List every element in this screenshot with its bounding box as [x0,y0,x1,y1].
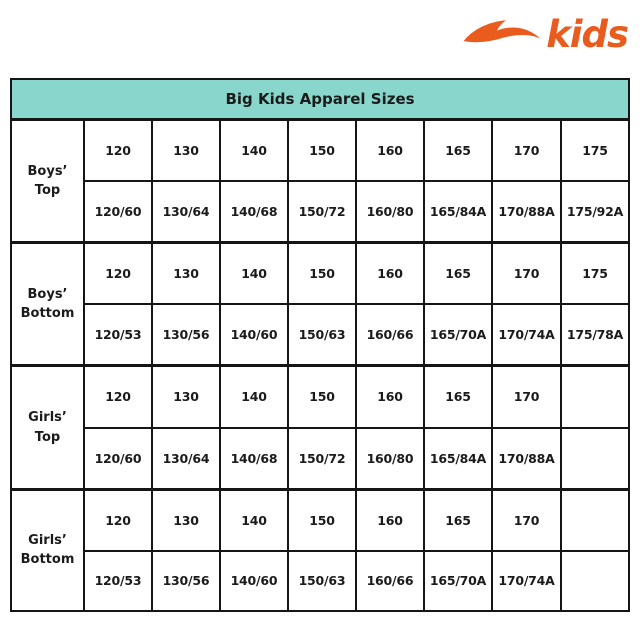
size-cell: 130 [152,366,220,428]
size-cell: 150 [288,243,356,305]
size-cell: 160 [356,120,424,182]
size-cell: 150 [288,120,356,182]
row-label-line2: Top [34,183,61,199]
table-row-boys-top-specs [11,181,629,243]
row-label-line1: Boys’ [27,286,68,302]
spec-cell: 120/60 [84,181,152,243]
size-cell-empty [561,366,629,428]
spec-cell: 140/60 [220,304,288,366]
row-label-boys-top [11,120,84,243]
row-label-line1: Girls’ [28,532,67,548]
spec-cell: 165/84A [424,428,492,490]
size-chart-table [10,78,630,612]
size-cell: 130 [152,120,220,182]
table-row-girls-top-specs [11,428,629,490]
spec-cell: 175/78A [561,304,629,366]
row-label-line2: Top [34,429,61,445]
spec-cell: 165/84A [424,181,492,243]
spec-cell: 165/70A [424,304,492,366]
size-cell: 130 [152,489,220,551]
size-cell: 120 [84,243,152,305]
size-cell: 140 [220,366,288,428]
spec-cell: 160/80 [356,428,424,490]
size-cell: 130 [152,243,220,305]
spec-cell-empty [561,428,629,490]
size-cell: 160 [356,366,424,428]
size-cell: 170 [492,489,561,551]
spec-cell: 140/68 [220,428,288,490]
size-cell: 160 [356,243,424,305]
size-cell: 170 [492,120,561,182]
size-cell: 120 [84,489,152,551]
row-label-boys-bottom [11,243,84,366]
spec-cell: 160/66 [356,304,424,366]
row-label-girls-bottom [11,489,84,611]
table-title: Big Kids Apparel Sizes [11,79,629,120]
spec-cell: 170/88A [492,181,561,243]
size-cell: 160 [356,489,424,551]
size-cell: 170 [492,243,561,305]
spec-cell: 170/74A [492,551,561,611]
spec-cell: 175/92A [561,181,629,243]
size-cell: 150 [288,489,356,551]
brand-kids-text: kids [546,13,628,56]
spec-cell: 140/68 [220,181,288,243]
spec-cell-empty [561,551,629,611]
table-row-boys-bottom-sizes [11,243,629,305]
anta-swoosh-icon [462,15,542,51]
table-title-row [11,79,629,120]
size-cell: 165 [424,120,492,182]
spec-cell: 140/60 [220,551,288,611]
size-cell: 170 [492,366,561,428]
spec-cell: 150/72 [288,428,356,490]
table-row-girls-bottom-sizes [11,489,629,551]
table-row-girls-bottom-specs [11,551,629,611]
spec-cell: 150/63 [288,304,356,366]
spec-cell: 120/60 [84,428,152,490]
size-cell: 140 [220,243,288,305]
size-cell: 165 [424,489,492,551]
spec-cell: 130/64 [152,428,220,490]
spec-cell: 120/53 [84,304,152,366]
spec-cell: 170/88A [492,428,561,490]
row-label-line1: Girls’ [28,410,67,426]
size-cell: 175 [561,120,629,182]
size-cell: 120 [84,366,152,428]
spec-cell: 130/56 [152,551,220,611]
table-row-boys-top-sizes [11,120,629,182]
brand-logo [462,13,632,56]
spec-cell: 130/64 [152,181,220,243]
spec-cell: 150/72 [288,181,356,243]
table-row-girls-top-sizes [11,366,629,428]
size-cell: 150 [288,366,356,428]
size-cell: 165 [424,366,492,428]
size-cell: 175 [561,243,629,305]
table-row-boys-bottom-specs [11,304,629,366]
spec-cell: 130/56 [152,304,220,366]
row-label-girls-top [11,366,84,489]
spec-cell: 170/74A [492,304,561,366]
size-cell: 140 [220,120,288,182]
size-chart [10,78,630,612]
spec-cell: 160/66 [356,551,424,611]
row-label-line2: Bottom [20,306,75,322]
size-cell: 120 [84,120,152,182]
row-label-line1: Boys’ [27,163,68,179]
row-label-line2: Bottom [20,552,75,568]
size-cell: 165 [424,243,492,305]
spec-cell: 165/70A [424,551,492,611]
size-cell-empty [561,489,629,551]
spec-cell: 150/63 [288,551,356,611]
spec-cell: 160/80 [356,181,424,243]
spec-cell: 120/53 [84,551,152,611]
size-cell: 140 [220,489,288,551]
